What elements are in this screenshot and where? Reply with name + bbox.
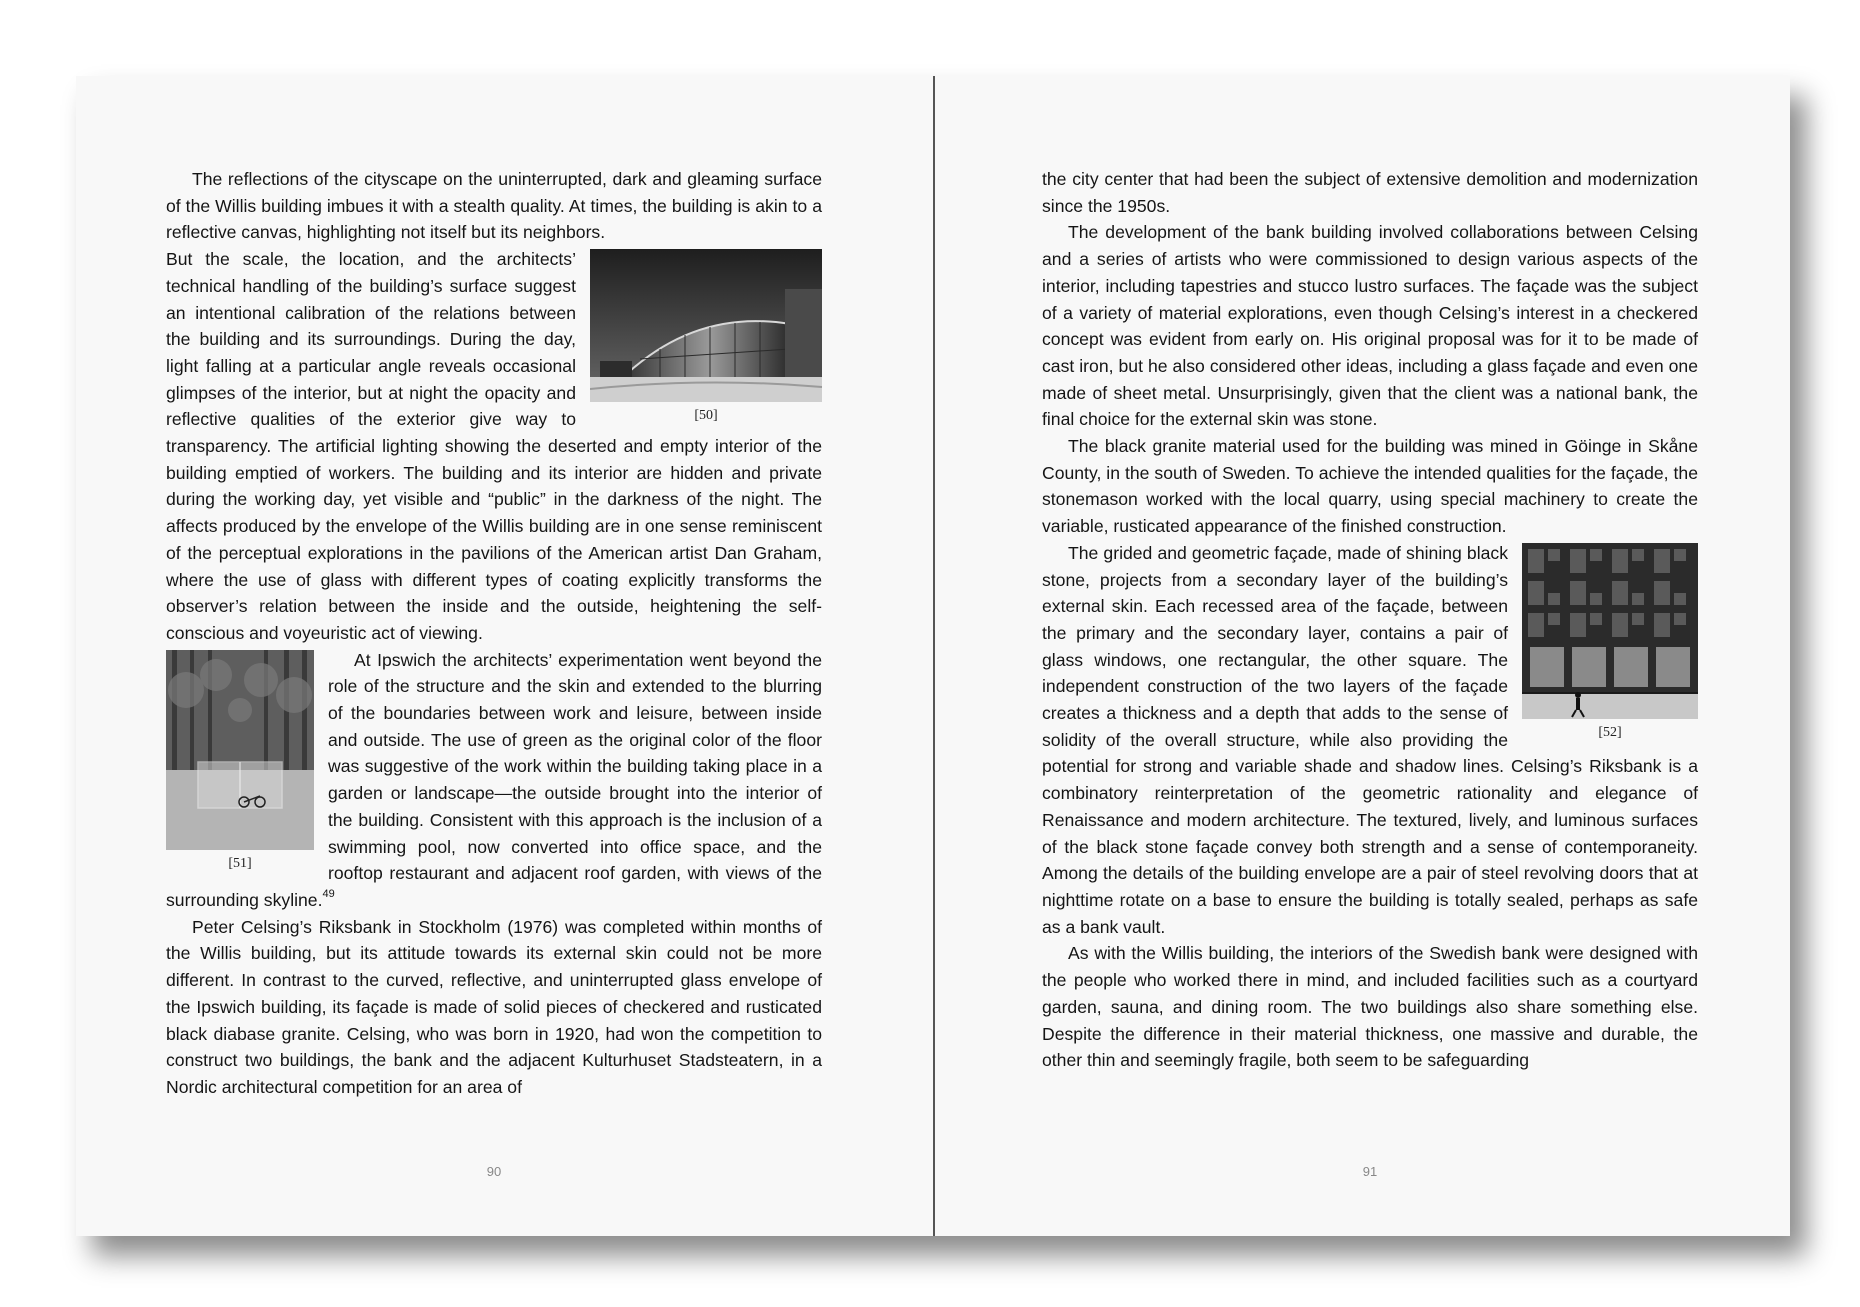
figure-51	[166, 650, 314, 873]
right-page	[935, 76, 1790, 1236]
paragraph: The grided and geometric façade, made of shining black stone, projects from a secondary layer of the building’s external skin. Each recessed area of the façade, between the primary and the secondary layer, contains a pair of glass windows, one rectangular, the other square. The independent construction of the two layers of the façade creates a thickness and a depth that adds to the sense of solidity of the overall structure, while also providing the potential for strong and variable shade and shadow lines. Celsing’s Riksbank is a combinatory reinterpretation of the geometric rationality and elegance of Renaissance and modern architecture. The textured, lively, and luminous surfaces of the black stone façade convey both strength and a sense of contemporaneity. Among the details of the building envelope are a pair of steel revolving doors that at nighttime rotate on a base to ensure the building is totally sealed, perhaps as safe as a bank vault.	[1042, 542, 1698, 937]
paragraph: The reflections of the cityscape on the uninterrupted, dark and gleaming surface of the Willis building imbues it with a stealth quality. At times, the building is akin to a reflective canvas, highlighting not itself but its neighbors.	[166, 169, 822, 243]
figure-50	[590, 249, 822, 425]
paragraph-continued: the city center that had been the subject of extensive demolition and modernization since the 1950s.	[1042, 169, 1698, 216]
page-number: 91	[1362, 1164, 1378, 1179]
figure-caption: [51]	[228, 855, 252, 871]
paragraph: As with the Willis building, the interiors of the Swedish bank were designed with the people who worked there in mind, and included facilities such as a courtyard garden, sauna, and dining room. The two buildings also share something else. Despite the difference in their material thickness, one massive and durable, the other thin and seemingly fragile, both seem to be safeguarding	[1042, 943, 1698, 1071]
pavilion-photo	[166, 650, 314, 850]
paragraph-continued: But the scale, the location, and the architects’ technical handling of the building’s surface suggest an intentional calibration of the relations between the building and its surroundings. During the day, light falling at a particular angle reveals occasional glimpses of the interior, but at night the opacity and reflective qualities of the exterior give way to transparency. The artificial lighting showing the deserted and empty interior of the building emptied of workers. The building and its interior are hidden and private during the working day, yet visible and “public” in the darkness of the night. The affects produced by the envelope of the Willis building are in one sense reminiscent of the perceptual explorations in the pavilions of the American artist Dan Graham, where the use of glass with different types of coating explicitly transforms the observer’s relation between the inside and the outside, heightening the self-conscious and voyeuristic act of viewing.	[166, 249, 822, 643]
page-number: 90	[486, 1164, 502, 1179]
paragraph: The black granite material used for the building was mined in Göinge in Skåne County, in the south of Sweden. To achieve the intended qualities for the façade, the stonemason worked with the local quarry, using special machinery to create the variable, rusticated appearance of the finished construction.	[1042, 436, 1698, 537]
figure-caption: [52]	[1598, 724, 1622, 740]
figure-caption: [50]	[694, 408, 718, 424]
footnote-reference: 49	[322, 888, 335, 901]
paragraph: Peter Celsing’s Riksbank in Stockholm (1976) was completed within months of the Willis building, but its attitude towards its external skin could not be more different. In contrast to the curved, reflective, and uninterrupted glass envelope of the Ipswich building, its façade is made of solid pieces of checkered and rusticated black diabase granite. Celsing, who was born in 1920, had won the competition to construct two buildings, the bank and the adjacent Kulturhuset Stadsteatern, in a Nordic architectural competition for an area of	[166, 916, 822, 1097]
riksbank-facade-photo	[1522, 543, 1698, 719]
willis-building-photo	[590, 249, 822, 402]
paragraph: The development of the bank building involved collaborations between Celsing and a series of artists who were commissioned to design various aspects of the interior, including tapestries and stucco lustro surfaces. The façade was the subject of a variety of material explorations, even though Celsing’s interest in a checkered concept was evident from early on. His original proposal was for it to be made of cast iron, but he also considered other ideas, including a glass façade and even one made of sheet metal. Unsurprisingly, given that the client was a national bank, the final choice for the external skin was stone.	[1042, 222, 1698, 430]
paragraph-text: At Ipswich the architects’ experimentation went beyond the role of the structure and the skin and extended to the blurring of the boundaries between work and leisure, between inside and outside. The use of green as the original color of the floor was suggestive of the work within the building taking place in a garden or landscape—the outside brought into the interior of the building. Consistent with this approach is the inclusion of a swimming pool, now converted into office space, and the rooftop restaurant and adjacent roof garden, with views of the surrounding skyline.	[166, 649, 822, 910]
book-spread	[76, 76, 1790, 1236]
right-page-text	[1042, 166, 1698, 1074]
left-page	[76, 76, 933, 1236]
figure-52	[1522, 543, 1698, 742]
left-page-text	[166, 166, 822, 1101]
